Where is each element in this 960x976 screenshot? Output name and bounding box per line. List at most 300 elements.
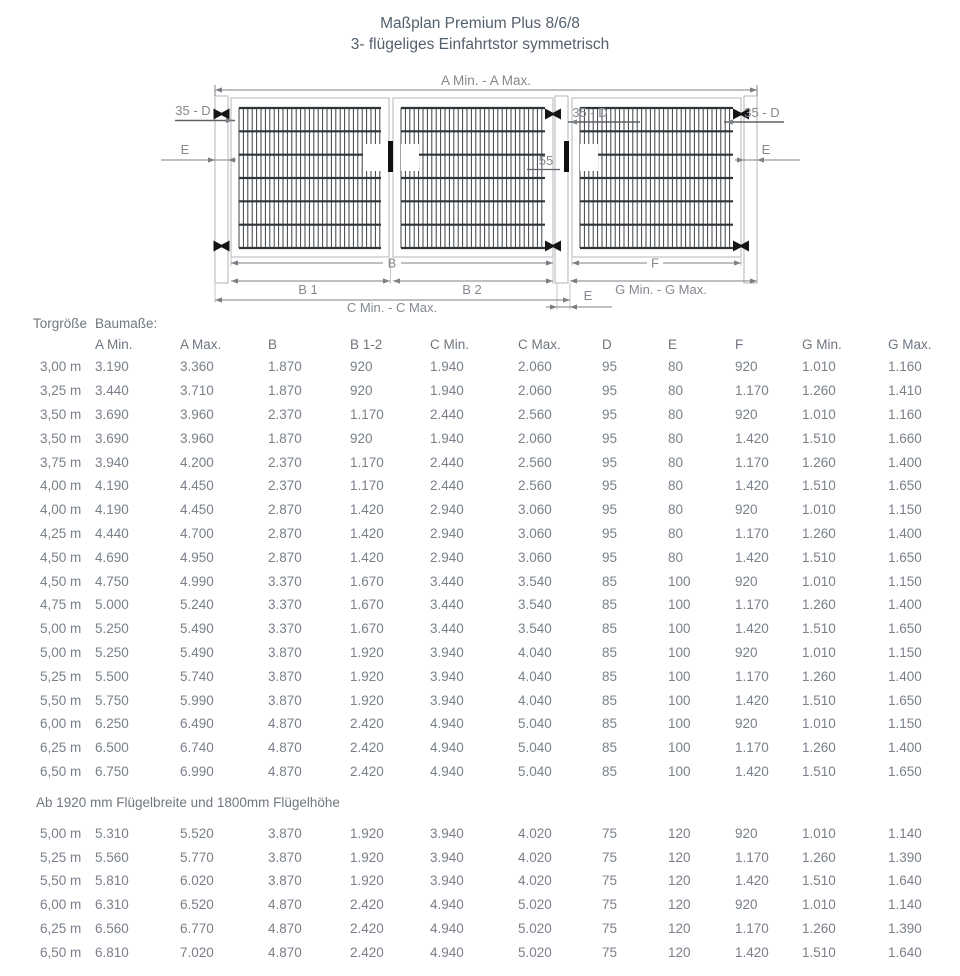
table-cell: 75: [602, 920, 618, 936]
table-cell: 1.170: [735, 597, 769, 613]
table-cell: 3.940: [430, 825, 464, 841]
table-cell: 4.870: [268, 897, 302, 913]
table-cell: 1.640: [888, 944, 922, 960]
table-cell: 1.160: [888, 359, 922, 375]
table-cell: 80: [668, 359, 684, 375]
table-cell: 1.410: [888, 383, 922, 399]
table-cell: 1.870: [268, 430, 302, 446]
table-cell: 3.540: [518, 621, 552, 637]
table-cell: 80: [668, 549, 684, 565]
lock-cutout: [580, 144, 598, 171]
table-cell: 1.420: [735, 944, 769, 960]
table-cell: 75: [602, 849, 618, 865]
table-row: [0, 593, 960, 617]
table-cell: 5.020: [518, 920, 552, 936]
table-cell: 2.370: [268, 478, 302, 494]
table-cell: 1.170: [350, 454, 384, 470]
table-cell: 3.370: [268, 621, 302, 637]
table-cell: 5.770: [180, 849, 214, 865]
latch-bar-icon: [388, 141, 393, 172]
column-header: E: [668, 337, 678, 352]
table-cell: 1.160: [888, 406, 922, 422]
table-cell: 4.200: [180, 454, 214, 470]
table-cell: 4.040: [518, 644, 552, 660]
table-cell: 1.940: [430, 359, 464, 375]
table-cell: 5.750: [95, 692, 129, 708]
table-cell: 85: [602, 573, 618, 589]
table-cell: 5.040: [518, 763, 552, 779]
table-cell: 5.040: [518, 740, 552, 756]
table-cell: 1.150: [888, 644, 922, 660]
table-cell: 100: [668, 716, 691, 732]
table-row: [0, 617, 960, 641]
table-cell: 3.440: [430, 573, 464, 589]
table-cell: 85: [602, 740, 618, 756]
table-cell: 2.420: [350, 716, 384, 732]
table-cell: 5.810: [95, 873, 129, 889]
table-cell: 920: [350, 430, 373, 446]
table-cell: 1.640: [888, 873, 922, 889]
table-cell: 4.450: [180, 478, 214, 494]
table-cell: 920: [735, 716, 758, 732]
table-cell: 75: [602, 897, 618, 913]
table-cell: 920: [350, 383, 373, 399]
table-cell: 5.250: [95, 644, 129, 660]
table-cell: 1.940: [430, 430, 464, 446]
table-cell: 1.650: [888, 621, 922, 637]
dimensions-table-wrap: [0, 313, 960, 964]
table-cell: 4.020: [518, 825, 552, 841]
table-cell: 3.870: [268, 692, 302, 708]
table-cell: 85: [602, 597, 618, 613]
table-cell: 1.420: [350, 549, 384, 565]
table-cell: 1.010: [802, 359, 836, 375]
table-cell: 1.920: [350, 644, 384, 660]
table-cell: 1.170: [735, 920, 769, 936]
torgroesse-cell: 4,00 m: [40, 502, 82, 518]
table-cell: 1.170: [735, 525, 769, 541]
table-cell: 95: [602, 478, 618, 494]
table-cell: 1.920: [350, 825, 384, 841]
torgroesse-cell: 5,00 m: [40, 825, 82, 841]
table-cell: 100: [668, 573, 691, 589]
table-cell: 4.940: [430, 944, 464, 960]
column-header: C Max.: [518, 337, 561, 352]
table-row: [0, 498, 960, 522]
table-cell: 3.440: [95, 383, 129, 399]
table-cell: 95: [602, 502, 618, 518]
table-cell: 80: [668, 430, 684, 446]
table-cell: 4.870: [268, 716, 302, 732]
table-row: [0, 355, 960, 379]
table-cell: 4.870: [268, 763, 302, 779]
column-header: C Min.: [430, 337, 470, 352]
dim-arrow: [546, 260, 553, 265]
table-cell: 4.950: [180, 549, 214, 565]
section2-heading: Ab 1920 mm Flügelbreite und 1800mm Flügelhöhe: [36, 794, 340, 810]
table-cell: 100: [668, 740, 691, 756]
dim-arrow: [572, 260, 579, 265]
torgroesse-cell: 3,50 m: [40, 430, 82, 446]
table-cell: 3.870: [268, 668, 302, 684]
table-row: [0, 917, 960, 941]
table-cell: 1.010: [802, 716, 836, 732]
dim-e-right-label: E: [761, 142, 771, 157]
table-row: [0, 736, 960, 760]
table-cell: 4.940: [430, 897, 464, 913]
table-cell: 1.010: [802, 502, 836, 518]
table-cell: 1.870: [268, 359, 302, 375]
table-cell: 6.250: [95, 716, 129, 732]
table-cell: 3.940: [430, 692, 464, 708]
table-cell: 2.420: [350, 920, 384, 936]
dim-e-left-label: E: [180, 142, 190, 157]
table-cell: 4.870: [268, 740, 302, 756]
torgroesse-cell: 6,25 m: [40, 740, 82, 756]
table-cell: 1.400: [888, 668, 922, 684]
table-cell: 4.020: [518, 849, 552, 865]
table-cell: 1.260: [802, 525, 836, 541]
torgroesse-cell: 5,00 m: [40, 621, 82, 637]
gate-post-middle: [555, 96, 568, 283]
table-row: [0, 869, 960, 893]
torgroesse-header: Torgröße: [33, 316, 88, 331]
table-cell: 2.370: [268, 406, 302, 422]
dim-arrow: [383, 278, 390, 283]
table-cell: 1.150: [888, 502, 922, 518]
table-cell: 80: [668, 502, 684, 518]
table-cell: 1.170: [735, 454, 769, 470]
torgroesse-cell: 5,50 m: [40, 873, 82, 889]
table-cell: 6.310: [95, 897, 129, 913]
table-cell: 5.000: [95, 597, 129, 613]
table-cell: 1.390: [888, 849, 922, 865]
table-cell: 920: [735, 644, 758, 660]
table-row: [0, 845, 960, 869]
table-cell: 1.510: [802, 692, 836, 708]
table-cell: 85: [602, 763, 618, 779]
dimensions-table: [0, 313, 960, 964]
table-row: [0, 450, 960, 474]
table-cell: 920: [735, 825, 758, 841]
table-cell: 5.020: [518, 944, 552, 960]
table-cell: 3.540: [518, 573, 552, 589]
table-cell: 1.510: [802, 478, 836, 494]
torgroesse-cell: 5,50 m: [40, 692, 82, 708]
title-line-1: Maßplan Premium Plus 8/6/8: [380, 15, 580, 32]
column-header: A Max.: [180, 337, 222, 352]
table-cell: 4.940: [430, 763, 464, 779]
table-cell: 1.510: [802, 873, 836, 889]
torgroesse-cell: 4,00 m: [40, 478, 82, 494]
table-cell: 95: [602, 454, 618, 470]
table-cell: 1.260: [802, 920, 836, 936]
dim-arrow: [570, 278, 577, 283]
table-row: [0, 426, 960, 450]
torgroesse-cell: 6,50 m: [40, 944, 82, 960]
table-cell: 85: [602, 621, 618, 637]
lock-cutout: [363, 144, 381, 171]
lock-cutout: [401, 144, 419, 171]
table-cell: 120: [668, 825, 691, 841]
table-cell: 6.500: [95, 740, 129, 756]
table-cell: 1.650: [888, 692, 922, 708]
table-cell: 3.690: [95, 430, 129, 446]
table-cell: 5.310: [95, 825, 129, 841]
table-cell: 1.420: [735, 621, 769, 637]
table-cell: 85: [602, 668, 618, 684]
table-cell: 80: [668, 383, 684, 399]
torgroesse-cell: 3,00 m: [40, 359, 82, 375]
table-cell: 4.870: [268, 944, 302, 960]
torgroesse-cell: 4,50 m: [40, 573, 82, 589]
table-cell: 3.870: [268, 873, 302, 889]
table-cell: 2.440: [430, 478, 464, 494]
table-cell: 2.420: [350, 944, 384, 960]
dim-arrow: [231, 278, 238, 283]
torgroesse-cell: 5,00 m: [40, 644, 82, 660]
table-cell: 75: [602, 825, 618, 841]
table-cell: 920: [350, 359, 373, 375]
table-cell: 6.990: [180, 763, 214, 779]
table-cell: 120: [668, 920, 691, 936]
table-cell: 920: [735, 406, 758, 422]
table-cell: 3.060: [518, 525, 552, 541]
table-cell: 1.170: [735, 849, 769, 865]
gate-post-right: [744, 96, 757, 283]
table-cell: 4.990: [180, 573, 214, 589]
table-row: [0, 712, 960, 736]
column-header: B: [268, 337, 278, 352]
table-cell: 95: [602, 430, 618, 446]
title-line-2: 3- flügeliges Einfahrtstor symmetrisch: [350, 36, 610, 53]
table-cell: 2.940: [430, 525, 464, 541]
table-cell: 100: [668, 668, 691, 684]
table-cell: 1.170: [350, 406, 384, 422]
torgroesse-cell: 4,25 m: [40, 525, 82, 541]
table-cell: 1.920: [350, 668, 384, 684]
table-cell: 1.150: [888, 573, 922, 589]
table-cell: 4.700: [180, 525, 214, 541]
table-row: [0, 569, 960, 593]
table-cell: 1.420: [350, 502, 384, 518]
table-cell: 1.420: [735, 763, 769, 779]
table-cell: 3.060: [518, 549, 552, 565]
table-cell: 1.260: [802, 597, 836, 613]
dim-35d-right-label: 35 - D: [744, 105, 780, 120]
table-cell: 1.170: [350, 478, 384, 494]
table-cell: 1.010: [802, 897, 836, 913]
table-cell: 6.740: [180, 740, 214, 756]
table-cell: 95: [602, 525, 618, 541]
table-cell: 3.870: [268, 644, 302, 660]
table-cell: 1.650: [888, 478, 922, 494]
table-cell: 6.560: [95, 920, 129, 936]
table-cell: 4.870: [268, 920, 302, 936]
torgroesse-cell: 4,50 m: [40, 549, 82, 565]
table-cell: 1.170: [735, 668, 769, 684]
table-cell: 4.040: [518, 692, 552, 708]
table-cell: 1.260: [802, 383, 836, 399]
table-cell: 6.020: [180, 873, 214, 889]
table-cell: 4.690: [95, 549, 129, 565]
table-cell: 120: [668, 897, 691, 913]
table-cell: 6.750: [95, 763, 129, 779]
dim-55-label: 55: [538, 153, 554, 168]
table-cell: 100: [668, 692, 691, 708]
table-cell: 3.360: [180, 359, 214, 375]
table-cell: 6.770: [180, 920, 214, 936]
table-cell: 4.020: [518, 873, 552, 889]
table-cell: 1.940: [430, 383, 464, 399]
table-cell: 1.510: [802, 621, 836, 637]
table-cell: 3.940: [95, 454, 129, 470]
table-cell: 1.510: [802, 549, 836, 565]
table-cell: 6.810: [95, 944, 129, 960]
table-cell: 85: [602, 644, 618, 660]
group-header-row: [0, 313, 960, 334]
table-cell: 1.510: [802, 944, 836, 960]
table-row: [0, 379, 960, 403]
table-cell: 3.940: [430, 668, 464, 684]
table-cell: 2.560: [518, 406, 552, 422]
torgroesse-cell: 6,00 m: [40, 897, 82, 913]
dim-arrow: [550, 304, 557, 309]
latch-bar-icon: [564, 141, 569, 172]
table-cell: 1.670: [350, 597, 384, 613]
table-cell: 1.670: [350, 621, 384, 637]
section2-heading-row: [0, 783, 960, 821]
table-cell: 4.190: [95, 478, 129, 494]
table-cell: 1.920: [350, 692, 384, 708]
dim-a-label: A Min. - A Max.: [440, 73, 532, 88]
table-cell: 3.960: [180, 430, 214, 446]
table-cell: 2.420: [350, 763, 384, 779]
table-row: [0, 522, 960, 546]
table-cell: 80: [668, 454, 684, 470]
table-cell: 1.010: [802, 573, 836, 589]
dim-35d-mid-label: 35 - D: [572, 105, 608, 120]
table-cell: 1.870: [268, 383, 302, 399]
table-cell: 1.400: [888, 740, 922, 756]
table-cell: 80: [668, 406, 684, 422]
dim-arrow: [570, 304, 577, 309]
table-cell: 2.420: [350, 740, 384, 756]
gate-diagram: [0, 0, 960, 330]
table-row: [0, 474, 960, 498]
table-cell: 1.260: [802, 454, 836, 470]
table-cell: 1.390: [888, 920, 922, 936]
table-row: [0, 688, 960, 712]
table-cell: 2.420: [350, 897, 384, 913]
table-cell: 1.400: [888, 525, 922, 541]
torgroesse-cell: 4,75 m: [40, 597, 82, 613]
table-cell: 4.940: [430, 716, 464, 732]
dim-arrow: [393, 278, 400, 283]
table-cell: 2.870: [268, 549, 302, 565]
table-cell: 5.560: [95, 849, 129, 865]
table-cell: 75: [602, 873, 618, 889]
table-cell: 75: [602, 944, 618, 960]
table-cell: 2.440: [430, 406, 464, 422]
table-cell: 3.940: [430, 644, 464, 660]
table-cell: 3.940: [430, 873, 464, 889]
table-cell: 3.370: [268, 597, 302, 613]
dim-arrow: [208, 157, 215, 162]
column-header: A Min.: [95, 337, 133, 352]
table-cell: 1.920: [350, 849, 384, 865]
table-cell: 3.440: [430, 597, 464, 613]
table-cell: 1.510: [802, 430, 836, 446]
table-cell: 1.010: [802, 406, 836, 422]
table-cell: 6.520: [180, 897, 214, 913]
table-cell: 1.650: [888, 549, 922, 565]
table-cell: 1.010: [802, 825, 836, 841]
table-cell: 5.490: [180, 621, 214, 637]
table-cell: 1.260: [802, 668, 836, 684]
table-cell: 2.560: [518, 478, 552, 494]
table-cell: 120: [668, 849, 691, 865]
table-cell: 5.990: [180, 692, 214, 708]
table-cell: 2.440: [430, 454, 464, 470]
dim-arrow: [215, 87, 222, 92]
table-cell: 1.920: [350, 873, 384, 889]
table-cell: 3.710: [180, 383, 214, 399]
dim-e-bottom-label: E: [583, 288, 593, 303]
table-cell: 5.250: [95, 621, 129, 637]
dim-arrow: [231, 260, 238, 265]
table-cell: 1.670: [350, 573, 384, 589]
table-row: [0, 760, 960, 784]
torgroesse-cell: 6,25 m: [40, 920, 82, 936]
dim-35d-left-label: 35 - D: [175, 103, 211, 118]
torgroesse-cell: 3,50 m: [40, 406, 82, 422]
table-cell: 6.490: [180, 716, 214, 732]
table-cell: 1.010: [802, 644, 836, 660]
table-cell: 5.040: [518, 716, 552, 732]
column-header: B 1-2: [350, 337, 383, 352]
table-cell: 85: [602, 716, 618, 732]
table-cell: 1.420: [350, 525, 384, 541]
table-cell: 3.190: [95, 359, 129, 375]
table-cell: 5.240: [180, 597, 214, 613]
table-cell: 5.490: [180, 644, 214, 660]
dim-arrow: [757, 157, 764, 162]
table-cell: 100: [668, 644, 691, 660]
table-cell: 4.190: [95, 502, 129, 518]
table-cell: 95: [602, 359, 618, 375]
table-row: [0, 664, 960, 688]
table-cell: 4.440: [95, 525, 129, 541]
column-header: G Max.: [888, 337, 932, 352]
table-row: [0, 893, 960, 917]
table-cell: 100: [668, 621, 691, 637]
table-cell: 80: [668, 525, 684, 541]
torgroesse-cell: 6,00 m: [40, 716, 82, 732]
table-cell: 1.420: [735, 430, 769, 446]
table-row: [0, 545, 960, 569]
table-cell: 920: [735, 359, 758, 375]
table-cell: 1.140: [888, 825, 922, 841]
table-cell: 100: [668, 597, 691, 613]
table-cell: 1.400: [888, 454, 922, 470]
table-cell: 3.370: [268, 573, 302, 589]
dim-arrow: [563, 297, 570, 302]
table-cell: 5.500: [95, 668, 129, 684]
table-cell: 2.370: [268, 454, 302, 470]
torgroesse-cell: 5,25 m: [40, 849, 82, 865]
table-cell: 4.750: [95, 573, 129, 589]
